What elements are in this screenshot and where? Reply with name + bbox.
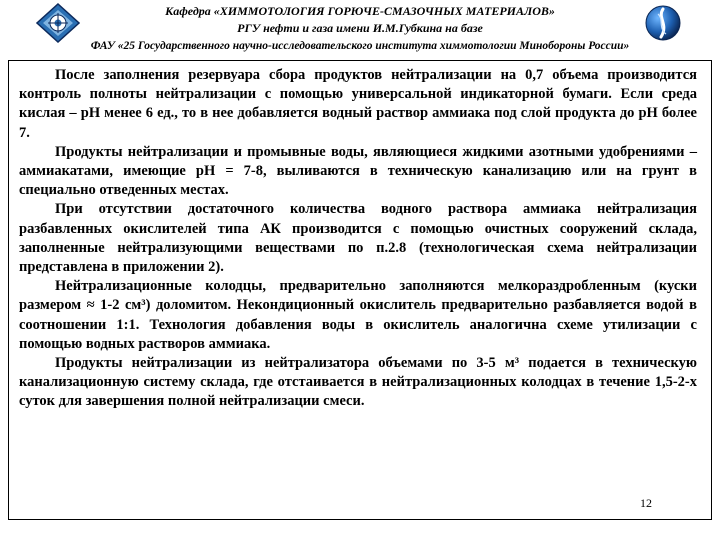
paragraph: Продукты нейтрализации из нейтрализатора объемами по 3-5 м³ подается в техническую канализационную систему склада, где отстаивается в нейтрализационных колодцах в течение 1,5-2-х суток для завершения полной нейтрализации смеси. [19,355,697,410]
paragraph: Нейтрализационные колодцы, предварительно заполняются мелкораздробленным (куски размером ≈ 1-2 см³) доломитом. Некондиционный окислитель предварительно разбавляется водой в соотношении 1:1. Технология добавления воды в окислитель аналогична схеме утилизации с помощью водных растворов аммиака. [19,278,697,352]
institute-emblem-icon [644,4,682,42]
header-institute: ФАУ «25 Государственного научно-исследовательского института химмотологии Минобороны России» [90,40,630,52]
slide-header [0,0,720,58]
paragraph: При отсутствии достаточного количества водного раствора аммиака нейтрализация разбавленных окислителей типа АК производится с помощью очистных сооружений склада, заполненные нейтрализующими веществами по п.2.8 (технологическая схема нейтрализации представлена в приложении 2). [19,201,697,276]
page-number: 12 [640,496,652,510]
paragraph: Продукты нейтрализации и промывные воды, являющиеся жидкими азотными удобрениями – аммиакатами, имеющие рН = 7-8, выливаются в техническую канализацию или на грунт в специально отведенных местах. [19,143,697,199]
body-text [19,66,697,412]
header-department: Кафедра «ХИММОТОЛОГИЯ ГОРЮЧЕ-СМАЗОЧНЫХ МАТЕРИАЛОВ» [165,4,555,18]
paragraph: После заполнения резервуара сбора продуктов нейтрализации на 0,7 объема производится контроль полноты нейтрализации с помощью универсальной индикаторной бумаги. Если среда кислая – рН менее 6 ед., то в нее добавляется водный раствор аммиака под слой продукта до рН более 7. [19,67,697,141]
header-university: РГУ нефти и газа имени И.М.Губкина на базе [237,21,483,35]
university-emblem-icon [36,3,80,43]
